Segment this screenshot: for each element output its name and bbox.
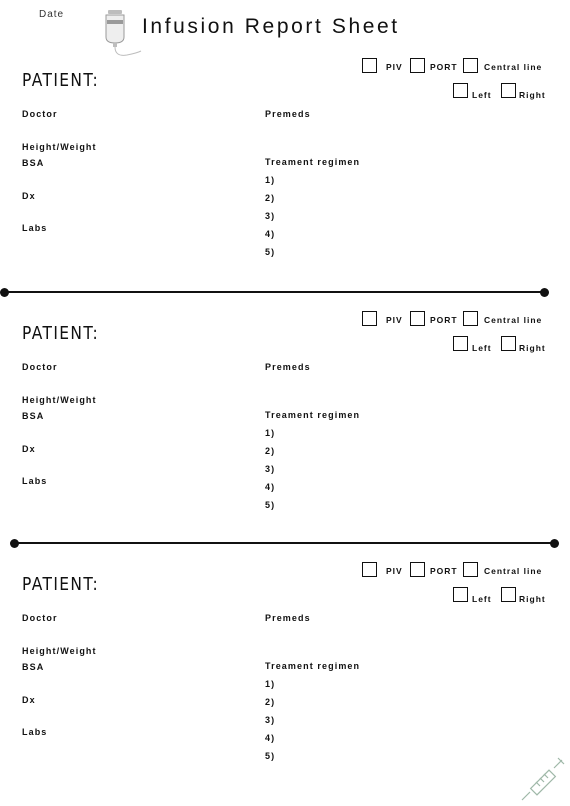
right-checkbox[interactable] <box>501 83 516 98</box>
right-label: Right <box>519 594 546 604</box>
piv-label: PIV <box>386 315 403 325</box>
port-checkbox[interactable] <box>410 58 425 73</box>
regimen-item: 5) <box>265 500 276 510</box>
regimen-item: 5) <box>265 751 276 761</box>
premeds-label: Premeds <box>265 613 311 623</box>
port-checkbox[interactable] <box>410 311 425 326</box>
regimen-item: 3) <box>265 464 276 474</box>
right-label: Right <box>519 90 546 100</box>
regimen-item: 4) <box>265 482 276 492</box>
regimen-item: 3) <box>265 715 276 725</box>
port-label: PORT <box>430 315 458 325</box>
piv-checkbox[interactable] <box>362 58 377 73</box>
bsa-label: BSA <box>22 411 45 421</box>
labs-label: Labs <box>22 476 48 486</box>
divider-end-dot <box>540 288 549 297</box>
labs-label: Labs <box>22 223 48 233</box>
left-label: Left <box>472 90 492 100</box>
dx-label: Dx <box>22 444 36 454</box>
syringe-icon <box>516 752 570 806</box>
height-weight-label: Height/Weight <box>22 646 97 656</box>
page-title: Infusion Report Sheet <box>142 15 400 38</box>
left-checkbox[interactable] <box>453 587 468 602</box>
regimen-item: 4) <box>265 733 276 743</box>
port-label: PORT <box>430 62 458 72</box>
regimen-item: 2) <box>265 446 276 456</box>
bsa-label: BSA <box>22 662 45 672</box>
port-checkbox[interactable] <box>410 562 425 577</box>
treatment-regimen-label: Treament regimen <box>265 661 361 671</box>
central-line-checkbox[interactable] <box>463 58 478 73</box>
right-label: Right <box>519 343 546 353</box>
section-divider <box>4 291 545 293</box>
date-label: Date <box>39 9 65 20</box>
premeds-label: Premeds <box>265 109 311 119</box>
patient-section-2 <box>0 313 570 513</box>
port-label: PORT <box>430 566 458 576</box>
labs-label: Labs <box>22 727 48 737</box>
regimen-item: 1) <box>265 679 276 689</box>
doctor-label: Doctor <box>22 613 58 623</box>
central-line-label: Central line <box>484 62 543 72</box>
doctor-label: Doctor <box>22 109 58 119</box>
central-line-label: Central line <box>484 315 543 325</box>
central-line-checkbox[interactable] <box>463 562 478 577</box>
regimen-item: 2) <box>265 193 276 203</box>
piv-label: PIV <box>386 62 403 72</box>
regimen-item: 1) <box>265 428 276 438</box>
section-divider <box>14 542 555 544</box>
iv-bag-icon <box>103 7 143 59</box>
piv-checkbox[interactable] <box>362 311 377 326</box>
left-checkbox[interactable] <box>453 336 468 351</box>
patient-section-1 <box>0 60 570 260</box>
height-weight-label: Height/Weight <box>22 142 97 152</box>
dx-label: Dx <box>22 695 36 705</box>
piv-checkbox[interactable] <box>362 562 377 577</box>
regimen-item: 2) <box>265 697 276 707</box>
height-weight-label: Height/Weight <box>22 395 97 405</box>
central-line-checkbox[interactable] <box>463 311 478 326</box>
treatment-regimen-label: Treament regimen <box>265 410 361 420</box>
regimen-item: 4) <box>265 229 276 239</box>
regimen-item: 3) <box>265 211 276 221</box>
patient-label: PATIENT: <box>22 574 100 595</box>
patient-label: PATIENT: <box>22 323 100 344</box>
doctor-label: Doctor <box>22 362 58 372</box>
regimen-item: 5) <box>265 247 276 257</box>
central-line-label: Central line <box>484 566 543 576</box>
piv-label: PIV <box>386 566 403 576</box>
right-checkbox[interactable] <box>501 587 516 602</box>
patient-section-3 <box>0 564 570 764</box>
premeds-label: Premeds <box>265 362 311 372</box>
dx-label: Dx <box>22 191 36 201</box>
treatment-regimen-label: Treament regimen <box>265 157 361 167</box>
right-checkbox[interactable] <box>501 336 516 351</box>
bsa-label: BSA <box>22 158 45 168</box>
left-label: Left <box>472 343 492 353</box>
left-label: Left <box>472 594 492 604</box>
regimen-item: 1) <box>265 175 276 185</box>
left-checkbox[interactable] <box>453 83 468 98</box>
divider-end-dot <box>550 539 559 548</box>
patient-label: PATIENT: <box>22 70 100 91</box>
